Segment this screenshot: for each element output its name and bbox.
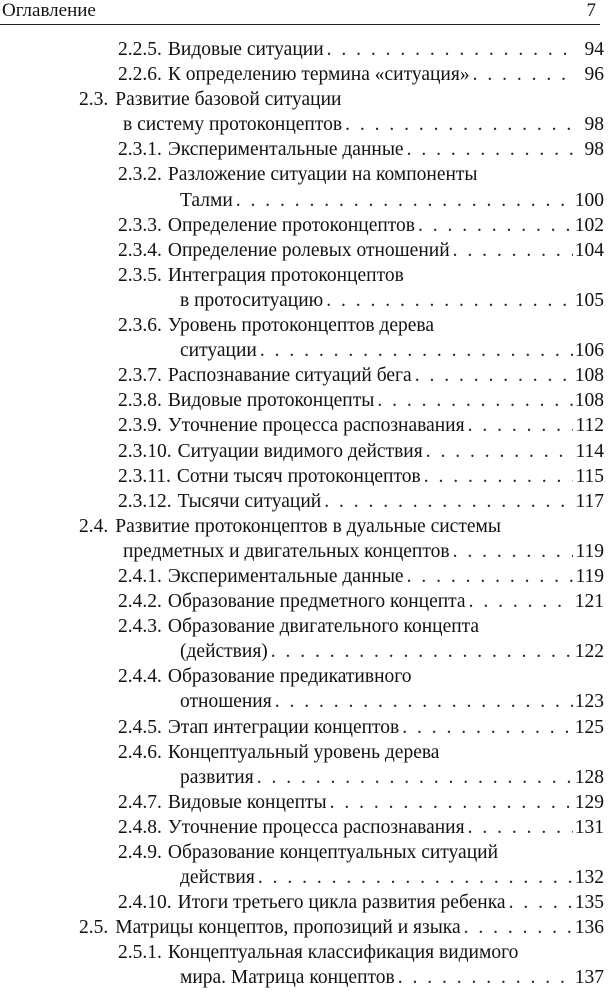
toc-entry[interactable] bbox=[0, 915, 604, 940]
toc-entry-line bbox=[79, 87, 604, 112]
toc-page-number: 136 bbox=[574, 917, 604, 939]
toc-leader-dots bbox=[402, 715, 572, 740]
toc-entry-title: Определение протоконцептов bbox=[167, 214, 416, 236]
toc-entry-line bbox=[118, 162, 604, 187]
toc-entry-number: 2.3.7. bbox=[118, 365, 162, 387]
toc-entry-number: 2.4.1. bbox=[118, 565, 162, 587]
toc-entry-line bbox=[118, 464, 604, 489]
toc-entry-title: Образование двигательного концепта bbox=[167, 616, 480, 638]
toc-page-number: 96 bbox=[584, 64, 604, 86]
toc-entry-title: Тысячи ситуаций bbox=[177, 490, 322, 512]
toc-entry-line bbox=[118, 263, 604, 288]
toc-entry-title: Видовые концепты bbox=[167, 791, 327, 813]
toc-entry[interactable] bbox=[0, 715, 604, 740]
toc-entry-line bbox=[118, 413, 604, 438]
toc-entry-title: отношения bbox=[180, 691, 272, 713]
toc-entry-line bbox=[118, 840, 604, 865]
toc-leader-dots bbox=[415, 363, 573, 388]
toc-page-number: 117 bbox=[575, 490, 604, 512]
toc-leader-dots bbox=[473, 62, 576, 87]
toc-entry-number: 2.3.10. bbox=[118, 440, 172, 462]
toc-entry-line bbox=[118, 137, 604, 162]
toc-entry-number: 2.3.11. bbox=[118, 465, 171, 487]
toc-entry-number: 2.3.12. bbox=[118, 490, 172, 512]
toc-entry-number: 2.3.1. bbox=[118, 139, 162, 161]
toc-entry[interactable] bbox=[0, 87, 604, 137]
toc-page-number: 125 bbox=[574, 716, 604, 738]
toc-page-number: 106 bbox=[574, 340, 604, 362]
toc-entry-title: Видовые ситуации bbox=[167, 39, 324, 60]
toc-leader-dots bbox=[275, 689, 573, 714]
toc-page-number: 128 bbox=[574, 766, 604, 788]
toc-entry-title: Образование концептуальных ситуаций bbox=[167, 842, 499, 863]
toc-entry-line bbox=[118, 213, 604, 238]
toc-entry[interactable] bbox=[0, 890, 604, 915]
toc-page-number: 119 bbox=[575, 565, 604, 587]
toc-entry-line bbox=[79, 915, 604, 940]
toc-entry-line bbox=[118, 589, 604, 614]
toc-entry-number: 2.3.3. bbox=[118, 214, 162, 236]
toc-leader-dots bbox=[424, 464, 574, 489]
toc-entry-line bbox=[118, 363, 604, 388]
toc-entry-number: 2.4.9. bbox=[118, 842, 162, 863]
running-header bbox=[0, 0, 600, 25]
toc-entry-title: Этап интеграции концептов bbox=[167, 716, 400, 738]
toc-entry-title: Концептуальный уровень дерева bbox=[167, 741, 440, 763]
toc-entry-line bbox=[118, 639, 604, 664]
toc-page-number: 131 bbox=[574, 816, 604, 838]
toc-page-number: 123 bbox=[574, 691, 604, 713]
toc-entry-line bbox=[118, 489, 604, 514]
toc-entry-number: 2.4.5. bbox=[118, 716, 162, 738]
toc-entry[interactable] bbox=[0, 62, 604, 87]
toc-entry-title: мира. Матрица концептов bbox=[180, 967, 395, 989]
toc-page-number: 102 bbox=[574, 214, 604, 236]
toc-entry-title: Образование предикативного bbox=[167, 666, 412, 688]
toc-leader-dots bbox=[426, 439, 574, 464]
toc-leader-dots bbox=[258, 865, 573, 890]
toc-entry-title: Экспериментальные данные bbox=[167, 139, 404, 161]
toc-entry-title: Образование предметного концепта bbox=[167, 591, 466, 613]
toc-entry-title: К определению термина «ситуация» bbox=[167, 64, 470, 86]
toc-entry-line bbox=[118, 338, 604, 363]
toc-entry-number: 2.5.1. bbox=[118, 942, 162, 964]
toc-entry[interactable] bbox=[0, 238, 604, 263]
toc-page-number: 121 bbox=[574, 591, 604, 613]
toc-leader-dots bbox=[418, 213, 573, 238]
toc-leader-dots bbox=[377, 388, 572, 413]
toc-leader-dots bbox=[327, 37, 576, 62]
toc-page-number: 98 bbox=[584, 139, 604, 161]
toc-entry-number: 2.4.4. bbox=[118, 666, 162, 688]
toc-page-number: 104 bbox=[574, 239, 604, 261]
toc-entry-title: в протоситуацию bbox=[180, 289, 324, 311]
toc-entry[interactable] bbox=[0, 564, 604, 589]
toc-leader-dots bbox=[469, 589, 573, 614]
toc-entry-number: 2.5. bbox=[79, 917, 109, 939]
toc-page-number: 94 bbox=[584, 39, 604, 60]
toc-entry-line bbox=[118, 188, 604, 213]
toc-entry-title: (действия) bbox=[180, 641, 268, 663]
toc-page-number: 129 bbox=[574, 791, 604, 813]
toc-leader-dots bbox=[236, 188, 573, 213]
toc-entry[interactable] bbox=[0, 363, 604, 388]
toc-entry-line bbox=[118, 740, 604, 765]
toc-entry-title: Уточнение процесса распознавания bbox=[167, 415, 465, 437]
toc-page-number: 137 bbox=[574, 967, 604, 989]
toc-entry-title: Уточнение процесса распознавания bbox=[167, 816, 465, 838]
toc-entry-line bbox=[118, 715, 604, 740]
toc-entry-number: 2.3.5. bbox=[118, 264, 162, 286]
toc-leader-dots bbox=[464, 915, 573, 940]
toc-leader-dots bbox=[271, 639, 573, 664]
toc-entry-title: Видовые протоконцепты bbox=[167, 390, 375, 412]
toc-leader-dots bbox=[407, 137, 576, 162]
toc-leader-dots bbox=[260, 338, 573, 363]
toc-entry-title: Итоги третьего цикла развития ребенка bbox=[177, 892, 506, 914]
toc-entry-number: 2.4.10. bbox=[118, 892, 172, 914]
toc-entry-line bbox=[118, 790, 604, 815]
toc-entry-number: 2.3.4. bbox=[118, 239, 162, 261]
toc-entry-number: 2.4. bbox=[79, 515, 109, 537]
toc-entry-number: 2.4.6. bbox=[118, 741, 162, 763]
toc-entry-title: Интеграция протоконцептов bbox=[167, 264, 404, 286]
table-of-contents bbox=[0, 37, 604, 991]
toc-entry[interactable] bbox=[0, 740, 604, 790]
toc-entry[interactable] bbox=[0, 464, 604, 489]
toc-entry[interactable] bbox=[0, 514, 604, 564]
toc-entry-line bbox=[118, 815, 604, 840]
toc-leader-dots bbox=[324, 489, 573, 514]
toc-entry-title: Развитие базовой ситуации bbox=[115, 89, 342, 111]
toc-entry[interactable] bbox=[0, 313, 604, 363]
toc-page-number: 114 bbox=[575, 440, 604, 462]
toc-entry-title: Развитие протоконцептов в дуальные системы bbox=[115, 515, 501, 537]
toc-page-number: 100 bbox=[574, 189, 604, 211]
toc-entry-number: 2.3.8. bbox=[118, 390, 162, 412]
toc-entry-title: Сотни тысяч протоконцептов bbox=[176, 465, 421, 487]
toc-page-number: 119 bbox=[575, 540, 604, 562]
toc-leader-dots bbox=[330, 790, 573, 815]
toc-entry-line bbox=[118, 439, 604, 464]
toc-entry[interactable] bbox=[0, 439, 604, 464]
toc-page-number: 108 bbox=[574, 390, 604, 412]
toc-entry-line bbox=[79, 514, 604, 539]
toc-entry[interactable] bbox=[0, 137, 604, 162]
toc-entry[interactable] bbox=[0, 263, 604, 313]
toc-entry-title: Определение ролевых отношений bbox=[167, 239, 450, 261]
toc-entry[interactable] bbox=[0, 614, 604, 664]
toc-entry-title: ситуации bbox=[180, 340, 257, 362]
toc-entry[interactable] bbox=[0, 940, 604, 990]
toc-entry-title: Матрицы концептов, пропозиций и языка bbox=[115, 917, 461, 939]
toc-entry-number: 2.3.6. bbox=[118, 315, 162, 337]
toc-page-number: 108 bbox=[574, 365, 604, 387]
toc-page-number: 135 bbox=[574, 892, 604, 914]
toc-entry[interactable] bbox=[0, 664, 604, 714]
toc-page-number: 112 bbox=[575, 415, 604, 437]
header-title: Оглавление bbox=[2, 0, 96, 21]
toc-entry-title: Разложение ситуации на компоненты bbox=[167, 164, 478, 186]
toc-leader-dots bbox=[345, 112, 576, 137]
toc-page-number: 115 bbox=[575, 465, 604, 487]
toc-entry-line bbox=[118, 865, 604, 890]
toc-entry-title: Талми bbox=[180, 189, 233, 211]
toc-entry-line bbox=[118, 765, 604, 790]
toc-entry-line bbox=[118, 689, 604, 714]
toc-entry-line bbox=[79, 539, 604, 564]
toc-leader-dots bbox=[468, 815, 573, 840]
toc-entry-number: 2.4.7. bbox=[118, 791, 162, 813]
toc-entry[interactable] bbox=[0, 213, 604, 238]
toc-entry[interactable] bbox=[0, 815, 604, 840]
toc-page-number: 105 bbox=[574, 289, 604, 311]
toc-leader-dots bbox=[453, 539, 574, 564]
toc-entry[interactable] bbox=[0, 790, 604, 815]
toc-entry-title: Уровень протоконцептов дерева bbox=[167, 315, 434, 337]
toc-entry-line bbox=[118, 940, 604, 965]
toc-entry-line bbox=[118, 388, 604, 413]
toc-entry-number: 2.4.3. bbox=[118, 616, 162, 638]
toc-entry-line bbox=[118, 664, 604, 689]
toc-page-number: 132 bbox=[574, 867, 604, 889]
toc-leader-dots bbox=[407, 564, 574, 589]
toc-entry-line bbox=[118, 614, 604, 639]
toc-entry-line bbox=[118, 313, 604, 338]
toc-entry-line bbox=[118, 965, 604, 990]
toc-entry-title: Экспериментальные данные bbox=[167, 565, 404, 587]
toc-entry-title: Ситуации видимого действия bbox=[177, 440, 423, 462]
toc-entry[interactable] bbox=[0, 388, 604, 413]
toc-entry-number: 2.3.9. bbox=[118, 415, 162, 437]
toc-page-number: 98 bbox=[584, 114, 604, 136]
toc-entry[interactable] bbox=[0, 840, 604, 890]
toc-leader-dots bbox=[257, 765, 573, 790]
toc-leader-dots bbox=[509, 890, 573, 915]
toc-entry-line bbox=[118, 890, 604, 915]
toc-entry[interactable] bbox=[0, 589, 604, 614]
toc-entry-title: в систему протоконцептов bbox=[123, 114, 343, 136]
toc-leader-dots bbox=[453, 238, 573, 263]
toc-entry-line bbox=[118, 238, 604, 263]
toc-page-number: 122 bbox=[574, 641, 604, 663]
toc-entry-line bbox=[118, 62, 604, 87]
toc-entry-number: 2.4.2. bbox=[118, 591, 162, 613]
toc-entry[interactable] bbox=[0, 413, 604, 438]
toc-entry-number: 2.3. bbox=[79, 89, 109, 111]
toc-entry-line bbox=[118, 564, 604, 589]
toc-entry-number: 2.3.2. bbox=[118, 164, 162, 186]
header-page-number: 7 bbox=[586, 0, 596, 21]
toc-leader-dots bbox=[398, 965, 573, 990]
toc-entry-number: 2.2.5. bbox=[118, 39, 162, 60]
toc-entry-title: действия bbox=[180, 867, 255, 889]
toc-entry-title: Распознавание ситуаций бега bbox=[167, 365, 412, 387]
toc-entry-title: Концептуальная классификация видимого bbox=[167, 942, 519, 964]
toc-entry-line bbox=[118, 37, 604, 62]
toc-entry-title: развития bbox=[180, 766, 254, 788]
toc-entry-line bbox=[118, 288, 604, 313]
toc-entry-number: 2.4.8. bbox=[118, 816, 162, 838]
toc-entry-line bbox=[79, 112, 604, 137]
toc-entry-number: 2.2.6. bbox=[118, 64, 162, 86]
toc-entry-title: предметных и двигательных концептов bbox=[123, 540, 450, 562]
toc-entry[interactable] bbox=[0, 37, 604, 62]
toc-entry[interactable] bbox=[0, 489, 604, 514]
toc-leader-dots bbox=[326, 288, 573, 313]
toc-entry[interactable] bbox=[0, 162, 604, 212]
toc-leader-dots bbox=[468, 413, 574, 438]
